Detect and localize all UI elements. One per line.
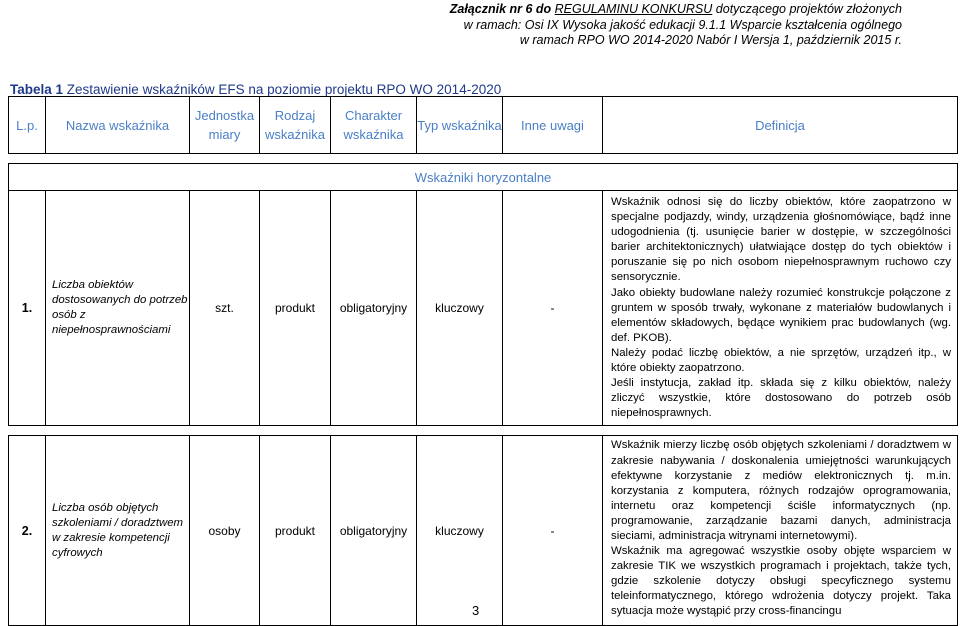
row-lp: 1. [9, 191, 46, 426]
spacer-row [9, 426, 958, 436]
col-header-lp: L.p. [9, 97, 46, 154]
row-name: Liczba obiektów dostosowanych do potrzeb osób z niepełnosprawnościami [46, 191, 190, 426]
document-header [450, 2, 902, 49]
regulation-link[interactable]: REGULAMINU KONKURSU [554, 2, 713, 16]
row-notes: - [503, 191, 603, 426]
section-title: Wskaźniki horyzontalne [9, 164, 958, 191]
header-line-3: w ramach RPO WO 2014-2020 Nabór I Wersja 1, październik 2015 r. [519, 33, 902, 47]
table-row [9, 436, 958, 626]
row-character: obligatoryjny [331, 191, 417, 426]
definition-paragraph: Wskaźnik mierzy liczbę osób objętych szkoleniami / doradztwem w zakresie nabywania / doskonalenia umiejętności warunkujących efektywne korzystanie z mediów elektronicznych tj. m.in. korzystania z komputera, różnych rodzajów oprogramowania, internetu oraz kompetencji ściśle informatycznych (np. programowanie, zarządzanie bazami danych, administracja sieciami, administracja witrynami internetowymi). [611, 439, 951, 542]
row-lp: 2. [9, 436, 46, 626]
row-kind: produkt [260, 191, 331, 426]
table-caption: Tabela 1 Zestawienie wskaźników EFS na poziomie projektu RPO WO 2014-2020 [10, 82, 502, 97]
row-notes: - [503, 436, 603, 626]
indicators-table [8, 96, 958, 626]
row-unit: osoby [190, 436, 260, 626]
row-definition [603, 191, 958, 426]
header-line-2: w ramach: Osi IX Wysoka jakość edukacji 9.1.1 Wsparcie kształcenia ogólnego [463, 17, 902, 32]
definition-paragraph: Jeśli instytucja, zakład itp. składa się z kilku obiektów, należy zliczyć wszystkie, które dostosowano do potrzeb osób niepełnosprawnych. [611, 377, 951, 420]
col-header-type: Typ wskaźnika [417, 97, 503, 154]
table-row [9, 191, 958, 426]
row-type: kluczowy [417, 436, 503, 626]
row-type: kluczowy [417, 191, 503, 426]
col-header-definition: Definicja [603, 97, 958, 154]
col-header-kind: Rodzaj wskaźnika [260, 97, 331, 154]
definition-paragraph: Wskaźnik odnosi się do liczby obiektów, które zaopatrzono w specjalne podjazdy, windy, urządzenia głośnomówiące, bądź inne udogodnienia (tj. usunięcie barier w dostępie, w szczególności barier architektonicznych) ułatwiające dostęp do tych obiektów i poruszanie się po nich osobom niepełnosprawnym ruchowo czy sensorycznie. [611, 196, 951, 284]
header-line-1: Załącznik nr 6 do REGULAMINU KONKURSU dotyczącego projektów złożonych [449, 2, 902, 16]
definition-paragraph: Należy podać liczbę obiektów, a nie sprzętów, urządzeń itp., w które obiekty zaopatrzono. [611, 346, 951, 375]
row-name: Liczba osób objętych szkoleniami / doradztwem w zakresie kompetencji cyfrowych [46, 436, 190, 626]
row-unit: szt. [190, 191, 260, 426]
page-number: 3 [472, 603, 480, 618]
col-header-notes: Inne uwagi [503, 97, 603, 154]
spacer-row [9, 154, 958, 164]
col-header-character: Charakter wskaźnika [331, 97, 417, 154]
row-kind: produkt [260, 436, 331, 626]
definition-paragraph: Jako obiekty budowlane należy rozumieć konstrukcje połączone z gruntem w sposób trwały, wykonane z materiałów budowlanych i elementów składowych, będące wynikiem prac budowlanych (wg. def. PKOB). [611, 286, 951, 344]
col-header-unit: Jednostka miary [190, 97, 260, 154]
row-character: obligatoryjny [331, 436, 417, 626]
col-header-name: Nazwa wskaźnika [46, 97, 190, 154]
row-definition [603, 436, 958, 626]
section-row [9, 164, 958, 191]
definition-paragraph: Wskaźnik ma agregować wszystkie osoby objęte wsparciem w zakresie TIK we wszystkich programach i projektach, także tych, gdzie szkolenie dotyczy obsługi specyficznego systemu teleinformatycznego, którego wdrożenia dotyczy projekt. Taka sytuacja może wystąpić przy cross-financingu [611, 545, 951, 618]
table-header-row [9, 97, 958, 154]
